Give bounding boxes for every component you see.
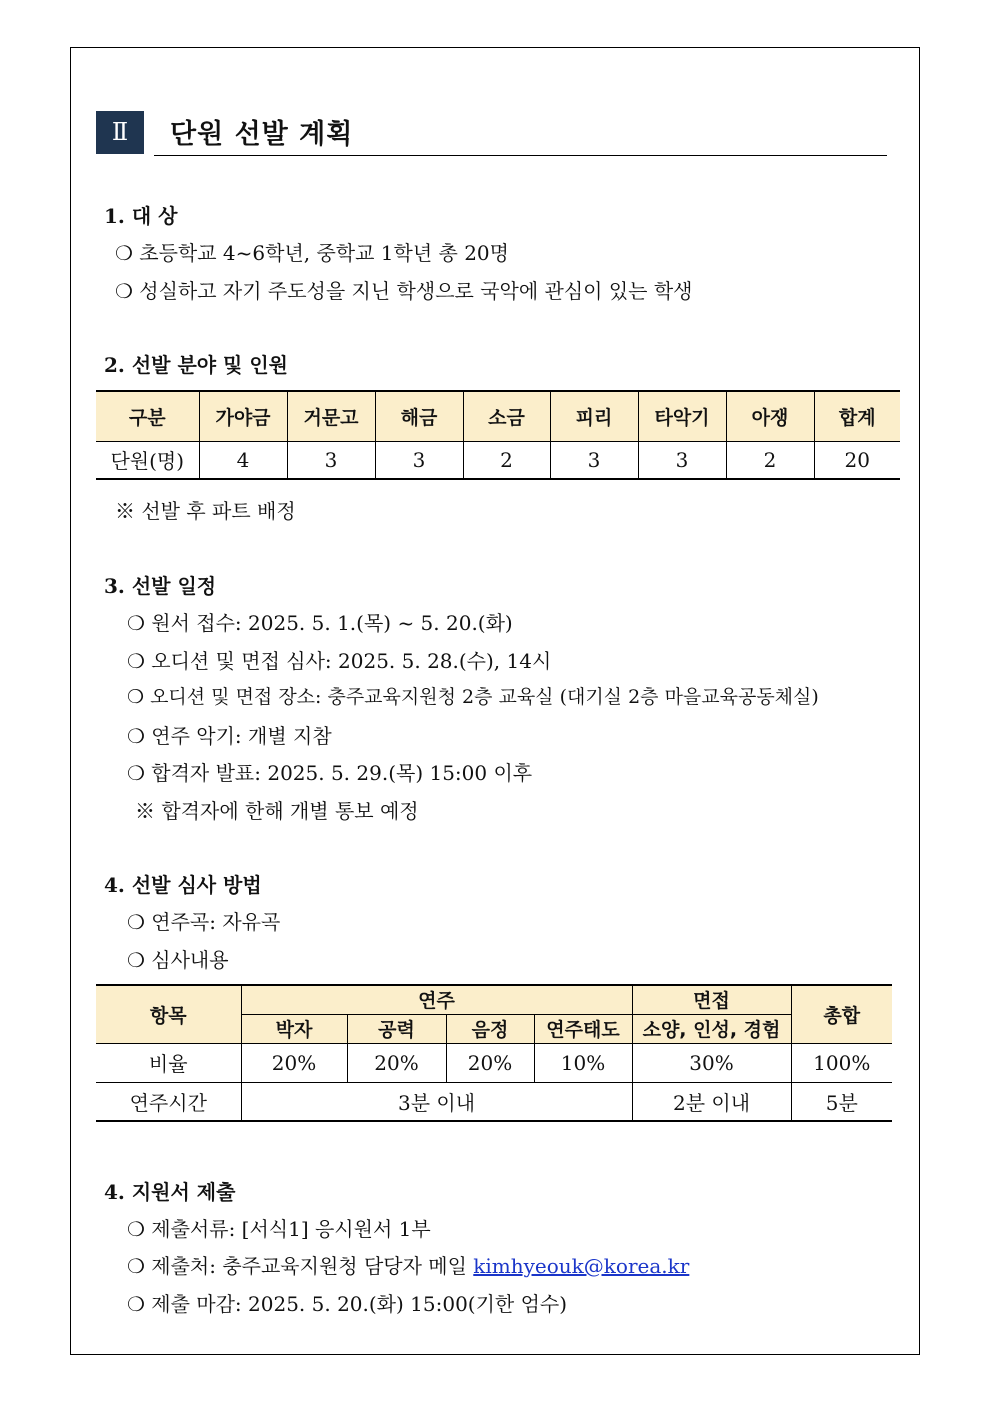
s4-heading: 4. 선발 심사 방법	[104, 873, 262, 897]
th-rhythm: 박자	[241, 1014, 347, 1043]
s1-item-1: ❍ 초등학교 4~6학년, 중학교 1학년 총 20명	[115, 241, 509, 265]
s3-item-4: ❍ 연주 악기: 개별 지참	[127, 724, 332, 748]
th-percussion: 타악기	[638, 391, 726, 441]
title-underline	[154, 155, 887, 156]
s2-note: ※ 선발 후 파트 배정	[115, 499, 296, 523]
th-character: 소양, 인성, 경험	[632, 1014, 791, 1043]
table-cell: 5분	[791, 1082, 892, 1121]
table-cell: 20%	[446, 1043, 534, 1082]
th-geomungo: 거문고	[287, 391, 375, 441]
th-gayageum: 가야금	[199, 391, 287, 441]
s1-heading: 1. 대 상	[104, 204, 178, 228]
th-total: 합계	[814, 391, 900, 441]
table-cell: 3분 이내	[241, 1082, 632, 1121]
table-cell: 2	[463, 441, 550, 479]
table-cell: 3	[287, 441, 375, 479]
s5-item-1: ❍ 제출서류: [서식1] 응시원서 1부	[127, 1217, 431, 1241]
table-cell: 20%	[241, 1043, 347, 1082]
table-cell: 100%	[791, 1043, 892, 1082]
table-cell: 비율	[96, 1043, 241, 1082]
table-cell: 20%	[347, 1043, 446, 1082]
recruit-table	[96, 390, 900, 480]
table-cell: 3	[550, 441, 638, 479]
table-cell: 20	[814, 441, 900, 479]
s3-item-3: ❍ 오디션 및 면접 장소: 충주교육지원청 2층 교육실 (대기실 2층 마을교육공동체실)	[127, 686, 819, 708]
th-sogeum: 소금	[463, 391, 550, 441]
section-title: 단원 선발 계획	[170, 119, 354, 150]
table-cell: 2분 이내	[632, 1082, 791, 1121]
table-cell: 단원(명)	[110, 449, 185, 474]
email-link[interactable]: kimhyeouk@korea.kr	[473, 1254, 690, 1278]
s3-note: ※ 합격자에 한해 개별 통보 예정	[135, 799, 419, 823]
s3-heading: 3. 선발 일정	[104, 574, 217, 598]
section-number-badge: Ⅱ	[96, 111, 144, 154]
s1-item-2: ❍ 성실하고 자기 주도성을 지닌 학생으로 국악에 관심이 있는 학생	[115, 279, 693, 303]
th-pitch: 음정	[446, 1014, 534, 1043]
th-performance: 연주	[241, 985, 632, 1014]
s4-item-2: ❍ 심사내용	[127, 948, 229, 972]
s2-heading: 2. 선발 분야 및 인원	[104, 353, 288, 377]
evaluation-table	[96, 984, 892, 1122]
s5-item-2-label: ❍ 제출처: 충주교육지원청 담당자 메일	[127, 1254, 474, 1278]
table-cell: 4	[199, 441, 287, 479]
th-ajaeng: 아쟁	[726, 391, 814, 441]
s3-item-1: ❍ 원서 접수: 2025. 5. 1.(목) ~ 5. 20.(화)	[127, 611, 513, 635]
table-cell: 3	[375, 441, 463, 479]
th-skill: 공력	[347, 1014, 446, 1043]
th-item: 항목	[96, 985, 241, 1043]
table-cell: 2	[726, 441, 814, 479]
table-cell: 10%	[534, 1043, 632, 1082]
s5-heading: 4. 지원서 제출	[104, 1180, 236, 1204]
th-haegeum: 해금	[375, 391, 463, 441]
s4-item-1: ❍ 연주곡: 자유곡	[127, 910, 281, 934]
table-cell: 연주시간	[96, 1082, 241, 1121]
s3-item-2: ❍ 오디션 및 면접 심사: 2025. 5. 28.(수), 14시	[127, 649, 552, 673]
th-piri: 피리	[550, 391, 638, 441]
th-attitude: 연주태도	[534, 1014, 632, 1043]
th-sum: 총합	[791, 985, 892, 1043]
s5-item-2	[127, 1250, 689, 1279]
th-interview: 면접	[632, 985, 791, 1014]
s3-item-5: ❍ 합격자 발표: 2025. 5. 29.(목) 15:00 이후	[127, 761, 533, 785]
s5-item-3: ❍ 제출 마감: 2025. 5. 20.(화) 15:00(기한 엄수)	[127, 1292, 568, 1316]
th-category: 구분	[96, 391, 199, 441]
table-cell: 30%	[632, 1043, 791, 1082]
table-cell: 3	[638, 441, 726, 479]
